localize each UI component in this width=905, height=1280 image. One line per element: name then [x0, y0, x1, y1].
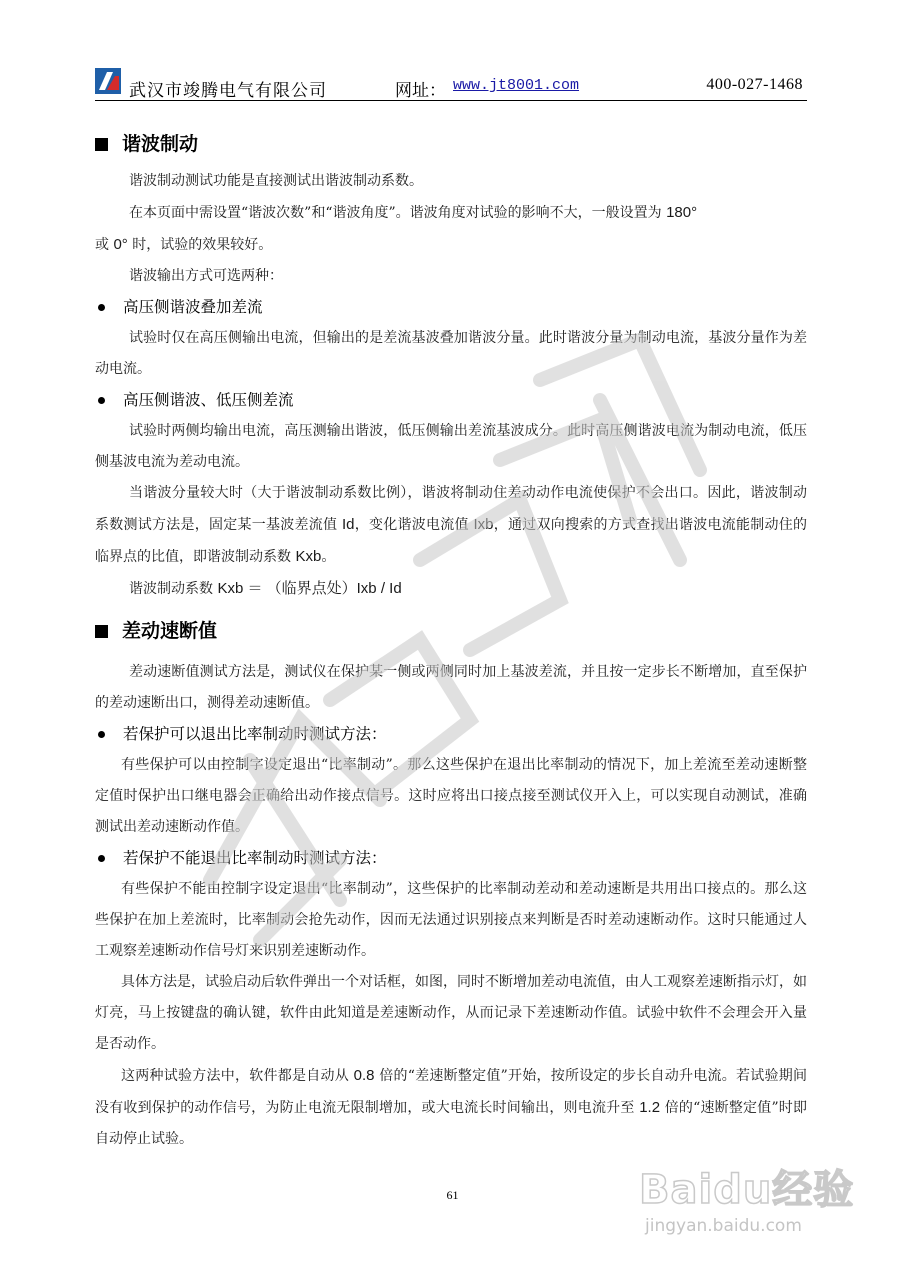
paragraph: 差动速断值测试方法是，测试仪在保护某一侧或两侧同时加上基波差流，并且按一定步长不断增加，直至保护的差动速断出口，测得差动速断值。	[95, 664, 807, 711]
baidu-brand-text: Baidu经验	[639, 1167, 855, 1213]
bullet-item: 若保护不能退出比率制动时测试方法：	[95, 843, 807, 874]
company-logo-icon	[95, 68, 121, 94]
website-label: 网址：	[395, 81, 446, 101]
paragraph: 谐波制动测试功能是直接测试出谐波制动系数。	[129, 173, 423, 189]
paragraph: 有些保护可以由控制字设定退出“比率制动”。那么这些保护在退出比率制动的情况下，加上差流至差动速断整定值时保护出口继电器会正确给出动作接点信号。这时应将出口接点接至测试仪开入上，可以实现自动测试，准确测试出差动速断动作值。	[95, 757, 807, 835]
section-differential-quick-break	[95, 657, 807, 1155]
section-heading-harmonic-braking	[95, 122, 807, 166]
bullet-dot-icon	[98, 397, 105, 404]
section-heading-differential-quick-break	[95, 609, 807, 653]
section-title: 差动速断值	[122, 620, 218, 642]
document-body	[95, 122, 807, 1155]
paragraph: 试验时仅在高压侧输出电流，但输出的是差流基波叠加谐波分量。此时谐波分量为制动电流，基波分量作为差动电流。	[95, 330, 807, 377]
paragraph: 当谐波分量较大时（大于谐波制动系数比例），谐波将制动住差动动作电流使保护不会出口。因此，谐波制动系数测试方法是，固定某一基波差流值 Id，变化谐波电流值 Ixb，通过双向搜索的方式查找出谐波电流能制动住的临界点的比值，即谐波制动系数 Kxb。	[95, 485, 808, 565]
bullet-item: 若保护可以退出比率制动时测试方法：	[95, 719, 807, 750]
baidu-url-text: jingyan.baidu.com	[645, 1216, 802, 1236]
section-harmonic-braking	[95, 166, 807, 605]
bullet-item: 高压侧谐波、低压侧差流	[95, 385, 807, 416]
paragraph: 有些保护不能由控制字设定退出“比率制动”，这些保护的比率制动差动和差动速断是共用出口接点的。那么这些保护在加上差流时，比率制动会抢先动作，因而无法通过识别接点来判断是否时差动速断动作。这时只能通过人工观察差速断动作信号灯来识别差速断动作。	[95, 881, 807, 959]
bullet-dot-icon	[98, 855, 105, 862]
company-name: 武汉市竣腾电气有限公司	[129, 81, 327, 101]
paragraph: 这两种试验方法中，软件都是自动从 0.8 倍的“差速断整定值”开始，按所设定的步长自动升电流。若试验期间没有收到保护的动作信号，为防止电流无限制增加，或大电流长时间输出，则电流升至 1.2 倍的“速断整定值”时即自动停止试验。	[95, 1067, 807, 1147]
paragraph: 谐波输出方式可选两种：	[129, 268, 283, 284]
formula: 谐波制动系数 Kxb ＝ （临界点处）Ixb / Id	[129, 580, 402, 597]
section-title: 谐波制动	[122, 133, 199, 155]
page-number: 61	[446, 1188, 459, 1202]
square-bullet-icon	[95, 625, 108, 638]
paragraph: 在本页面中需设置“谐波次数”和“谐波角度”。谐波角度对试验的影响不大，一般设置为 180° 或 0° 时，试验的效果较好。	[95, 204, 698, 253]
paragraph: 试验时两侧均输出电流，高压测输出谐波，低压侧输出差流基波成分。此时高压侧谐波电流为制动电流，低压侧基波电流为差动电流。	[95, 423, 807, 470]
phone-number: 400-027-1468	[706, 76, 803, 93]
bullet-item: 高压侧谐波叠加差流	[95, 292, 807, 323]
website-link[interactable]: www.jt8001.com	[453, 77, 580, 94]
page-header	[95, 64, 807, 101]
bullet-dot-icon	[98, 731, 105, 738]
bullet-dot-icon	[98, 304, 105, 311]
square-bullet-icon	[95, 138, 108, 151]
paragraph: 具体方法是，试验启动后软件弹出一个对话框，如图，同时不断增加差动电流值，由人工观察差速断指示灯，如灯亮，马上按键盘的确认键，软件由此知道是差速断动作，从而记录下差速断动作值。试验中软件不会理会开入量是否动作。	[95, 974, 807, 1052]
baidu-watermark	[629, 1150, 859, 1260]
